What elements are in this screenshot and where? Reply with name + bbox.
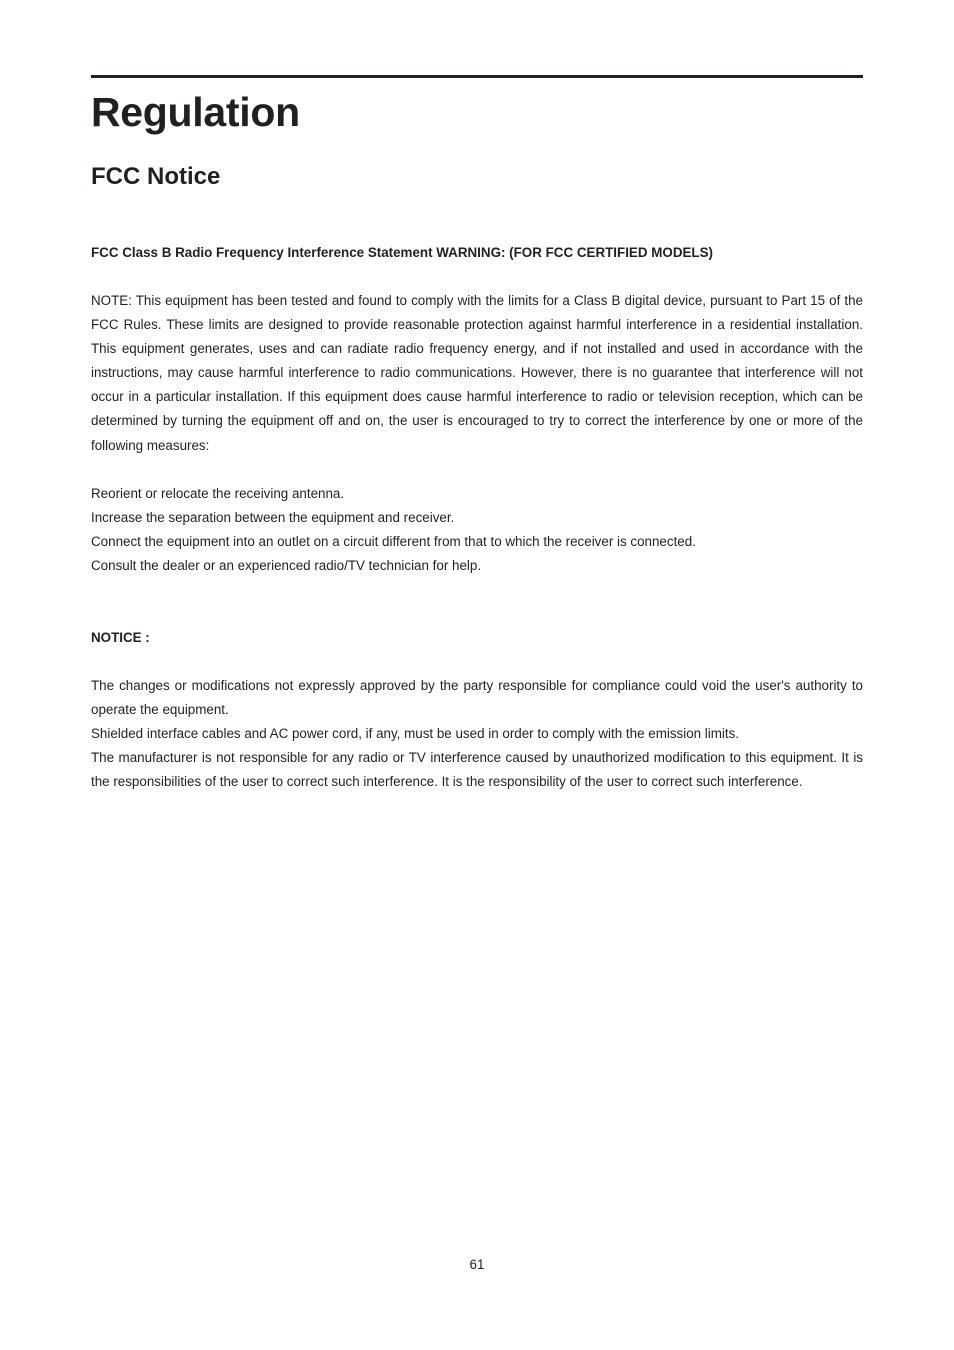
notice-paragraph: Shielded interface cables and AC power cord, if any, must be used in order to comply with the emission limits.	[91, 726, 740, 741]
fcc-note-paragraph: NOTE: This equipment has been tested and found to comply with the limits for a Class B digital device, pursuant to Part 15 of the FCC Rules. These limits are designed to provide reasonable protection against harmful interference in a residential installation. This equipment generates, uses and can radiate radio frequency energy, and if not installed and used in accordance with the instructions, may cause harmful interference to radio communications. However, there is no guarantee that interference will not occur in a particular installation. If this equipment does cause harmful interference to radio or television reception, which can be determined by turning the equipment off and on, the user is encouraged to try to correct the interference by one or more of the following measures:	[91, 293, 863, 453]
notice-paragraph: The changes or modifications not expressly approved by the party responsible for compliance could void the user's authority to operate the equipment.	[91, 678, 863, 717]
fcc-statement-heading: FCC Class B Radio Frequency Interference Statement WARNING: (FOR FCC CERTIFIED MODELS)	[91, 245, 713, 260]
measure-item: Consult the dealer or an experienced radio/TV technician for help.	[91, 558, 482, 573]
notice-heading: NOTICE :	[91, 630, 150, 645]
section-title: FCC Notice	[91, 163, 221, 190]
measure-item: Connect the equipment into an outlet on a circuit different from that to which the receiver is connected.	[91, 534, 696, 549]
notice-paragraph: The manufacturer is not responsible for any radio or TV interference caused by unauthorized modification to this equipment. It is the responsibilities of the user to correct such interference. It is the responsibility of the user to correct such interference.	[91, 750, 863, 789]
header-rule	[91, 75, 863, 78]
page-title: Regulation	[91, 89, 300, 135]
measure-item: Reorient or relocate the receiving antenna.	[91, 486, 345, 501]
measure-item: Increase the separation between the equipment and receiver.	[91, 510, 455, 525]
notice-paragraphs	[91, 674, 863, 794]
measures-list	[91, 482, 696, 578]
page-number: 61	[469, 1257, 485, 1272]
